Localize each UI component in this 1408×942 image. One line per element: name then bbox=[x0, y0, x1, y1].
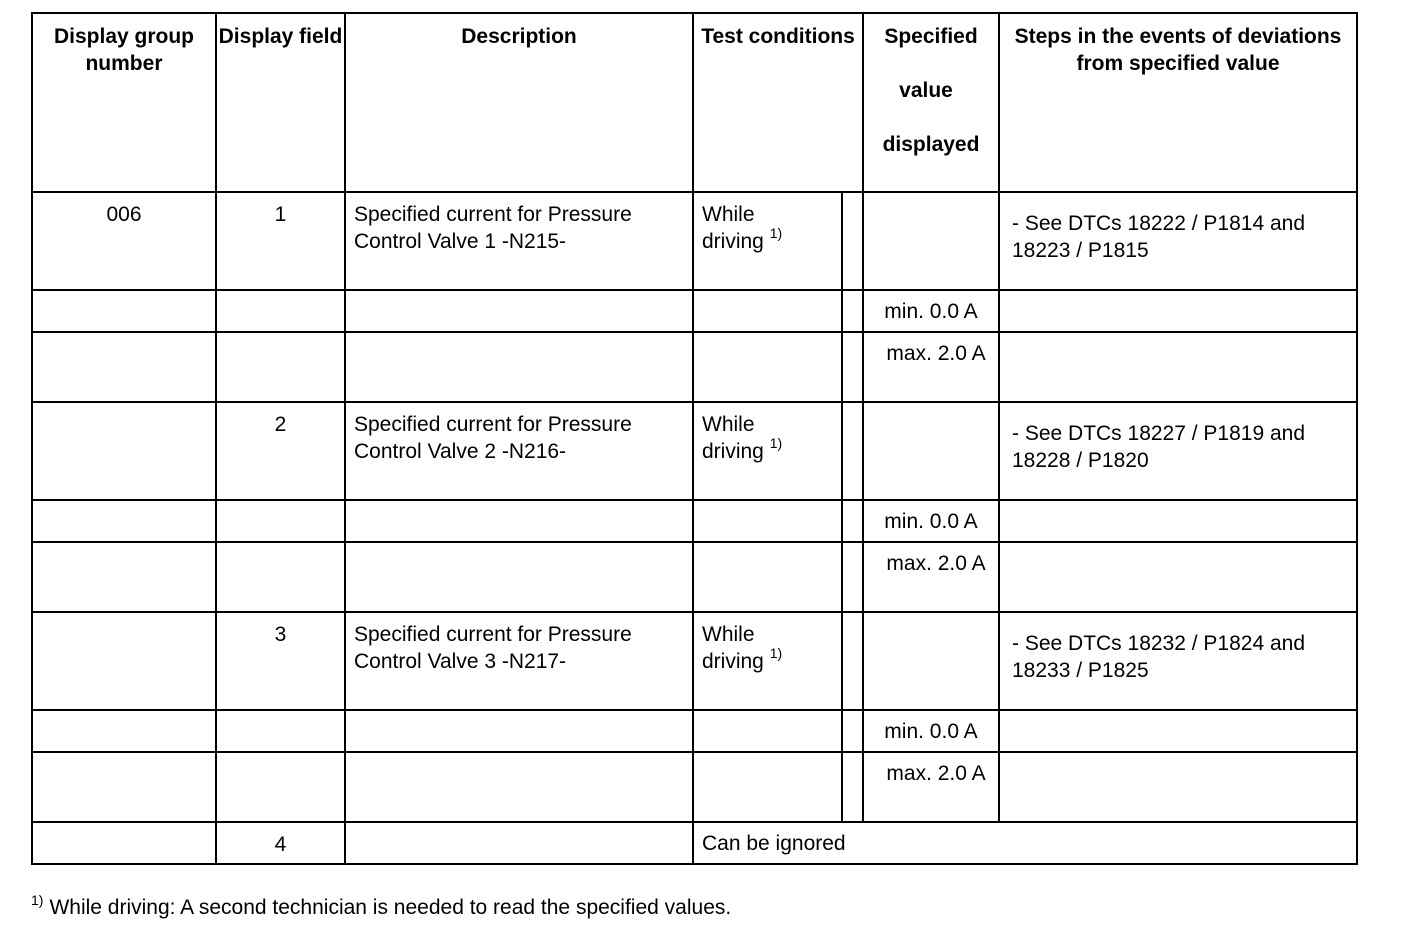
table-row bbox=[32, 822, 1357, 864]
deviation-steps: - See DTCs 18227 / P1819 and 18228 / P1820 bbox=[999, 402, 1357, 500]
display-field: 2 bbox=[216, 402, 345, 500]
specified-value bbox=[863, 402, 999, 500]
footnote-ref: 1) bbox=[769, 435, 783, 451]
specified-value-max: max. 2.0 A bbox=[863, 752, 999, 822]
ignore-note: Can be ignored bbox=[693, 822, 1357, 864]
header-test-conditions: Test conditions bbox=[693, 13, 863, 192]
header-row bbox=[32, 13, 1357, 192]
table-row bbox=[32, 612, 1357, 710]
table-row bbox=[32, 500, 1357, 542]
footnote-marker: 1) bbox=[31, 892, 44, 908]
description: Specified current for Pressure Control Valve 2 -N216- bbox=[345, 402, 693, 500]
specified-value-min: min. 0.0 A bbox=[863, 500, 999, 542]
test-condition: While driving $^{1)}$ bbox=[693, 612, 842, 710]
spacer-cell bbox=[842, 192, 863, 290]
description: Specified current for Pressure Control Valve 1 -N215- bbox=[345, 192, 693, 290]
spacer-cell bbox=[842, 402, 863, 500]
specified-value-min: min. 0.0 A bbox=[863, 710, 999, 752]
footnote-ref: 1) bbox=[769, 225, 783, 241]
header-steps: Steps in the events of deviations from specified value bbox=[999, 13, 1357, 192]
display-field: 3 bbox=[216, 612, 345, 710]
specified-value-max: max. 2.0 A bbox=[863, 332, 999, 402]
specified-value bbox=[863, 192, 999, 290]
deviation-steps: - See DTCs 18232 / P1824 and 18233 / P1825 bbox=[999, 612, 1357, 710]
specified-value-max: max. 2.0 A bbox=[863, 542, 999, 612]
table-row bbox=[32, 402, 1357, 500]
display-field: 4 bbox=[216, 822, 345, 864]
table-row bbox=[32, 332, 1357, 402]
table-row bbox=[32, 542, 1357, 612]
specified-value bbox=[863, 612, 999, 710]
header-description: Description bbox=[345, 13, 693, 192]
display-group-number: 006 bbox=[32, 192, 216, 290]
description: Specified current for Pressure Control Valve 3 -N217- bbox=[345, 612, 693, 710]
test-condition: While driving $^{1)}$ bbox=[693, 402, 842, 500]
footnote-text: While driving: A second technician is needed to read the specified values. bbox=[49, 896, 732, 919]
measured-values-table bbox=[31, 12, 1358, 865]
header-display-group: Display group number bbox=[32, 13, 216, 192]
display-field: 1 bbox=[216, 192, 345, 290]
header-specified-value: Specified value displayed bbox=[863, 13, 999, 192]
table-row bbox=[32, 752, 1357, 822]
deviation-steps: - See DTCs 18222 / P1814 and 18223 / P1815 bbox=[999, 192, 1357, 290]
table-row bbox=[32, 710, 1357, 752]
header-display-field: Display field bbox=[216, 13, 345, 192]
footnote bbox=[31, 894, 731, 921]
specified-value-min: min. 0.0 A bbox=[863, 290, 999, 332]
table-row bbox=[32, 192, 1357, 290]
spacer-cell bbox=[842, 612, 863, 710]
test-condition: While driving $^{1)}$ bbox=[693, 192, 842, 290]
table-row bbox=[32, 290, 1357, 332]
footnote-ref: 1) bbox=[769, 645, 783, 661]
